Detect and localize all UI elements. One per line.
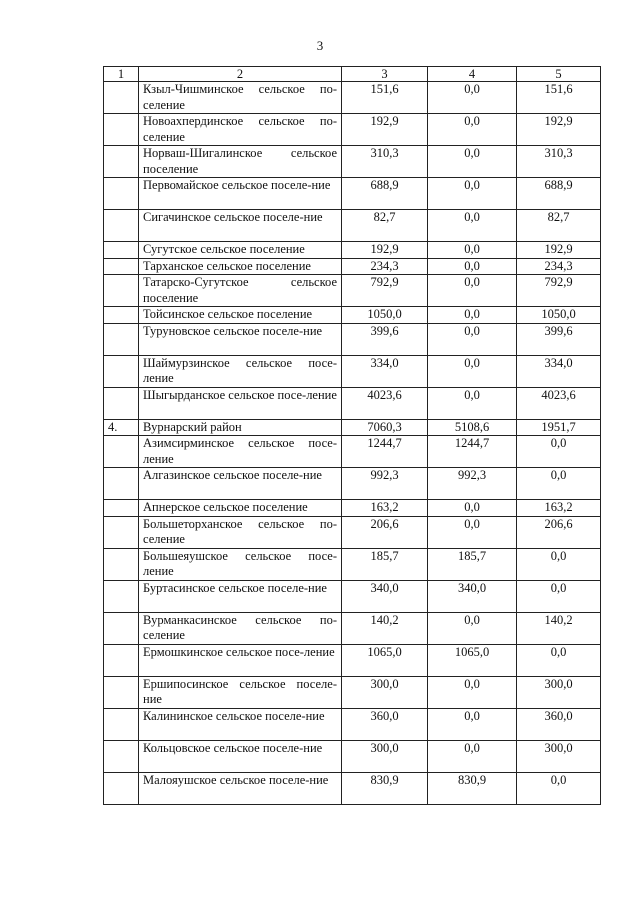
total-value-cell: 206,6 bbox=[342, 516, 428, 548]
column-4-value-cell: 0,0 bbox=[428, 708, 517, 740]
column-5-value-cell: 1050,0 bbox=[517, 307, 601, 324]
table-row bbox=[104, 436, 601, 468]
column-4-value-cell: 0,0 bbox=[428, 82, 517, 114]
table-row bbox=[104, 772, 601, 804]
total-value-cell: 1065,0 bbox=[342, 644, 428, 676]
column-5-value-cell: 4023,6 bbox=[517, 387, 601, 419]
settlement-name-cell: Шаймурзинское сельское посе-ление bbox=[139, 355, 342, 387]
row-number-cell bbox=[104, 436, 139, 468]
total-value-cell: 792,9 bbox=[342, 275, 428, 307]
table-row bbox=[104, 355, 601, 387]
column-5-value-cell: 1951,7 bbox=[517, 419, 601, 436]
row-number-cell bbox=[104, 676, 139, 708]
total-value-cell: 300,0 bbox=[342, 676, 428, 708]
column-5-value-cell: 0,0 bbox=[517, 548, 601, 580]
table-row bbox=[104, 644, 601, 676]
total-value-cell: 185,7 bbox=[342, 548, 428, 580]
header-col-5: 5 bbox=[517, 67, 601, 82]
row-number-cell bbox=[104, 178, 139, 210]
row-number-cell bbox=[104, 114, 139, 146]
settlement-name-cell: Азимсирминское сельское посе-ление bbox=[139, 436, 342, 468]
row-number-cell bbox=[104, 644, 139, 676]
total-value-cell: 4023,6 bbox=[342, 387, 428, 419]
total-value-cell: 360,0 bbox=[342, 708, 428, 740]
total-value-cell: 300,0 bbox=[342, 740, 428, 772]
column-4-value-cell: 1065,0 bbox=[428, 644, 517, 676]
column-5-value-cell: 399,6 bbox=[517, 323, 601, 355]
row-number-cell bbox=[104, 210, 139, 242]
column-4-value-cell: 0,0 bbox=[428, 178, 517, 210]
column-4-value-cell: 1244,7 bbox=[428, 436, 517, 468]
table-row bbox=[104, 146, 601, 178]
column-5-value-cell: 300,0 bbox=[517, 676, 601, 708]
column-4-value-cell: 0,0 bbox=[428, 355, 517, 387]
column-5-value-cell: 82,7 bbox=[517, 210, 601, 242]
row-number-cell bbox=[104, 82, 139, 114]
column-4-value-cell: 5108,6 bbox=[428, 419, 517, 436]
table-row bbox=[104, 387, 601, 419]
header-col-2: 2 bbox=[139, 67, 342, 82]
total-value-cell: 151,6 bbox=[342, 82, 428, 114]
settlement-name-cell: Большеторханское сельское по-селение bbox=[139, 516, 342, 548]
column-5-value-cell: 192,9 bbox=[517, 242, 601, 259]
row-number-cell bbox=[104, 580, 139, 612]
settlement-name-cell: Апнерское сельское поселение bbox=[139, 500, 342, 517]
total-value-cell: 1050,0 bbox=[342, 307, 428, 324]
column-4-value-cell: 0,0 bbox=[428, 210, 517, 242]
column-5-value-cell: 192,9 bbox=[517, 114, 601, 146]
row-number-cell bbox=[104, 323, 139, 355]
settlement-name-cell: Туруновское сельское поселе-ние bbox=[139, 323, 342, 355]
table-row bbox=[104, 516, 601, 548]
column-4-value-cell: 0,0 bbox=[428, 275, 517, 307]
row-number-cell bbox=[104, 387, 139, 419]
row-number-cell bbox=[104, 772, 139, 804]
table-row bbox=[104, 323, 601, 355]
total-value-cell: 992,3 bbox=[342, 468, 428, 500]
total-value-cell: 82,7 bbox=[342, 210, 428, 242]
row-number-cell bbox=[104, 275, 139, 307]
column-4-value-cell: 0,0 bbox=[428, 146, 517, 178]
column-4-value-cell: 0,0 bbox=[428, 676, 517, 708]
table-header-row bbox=[104, 67, 601, 82]
table-row bbox=[104, 676, 601, 708]
header-col-3: 3 bbox=[342, 67, 428, 82]
table-row bbox=[104, 275, 601, 307]
table-row bbox=[104, 82, 601, 114]
settlement-name-cell: Сугутское сельское поселение bbox=[139, 242, 342, 259]
total-value-cell: 310,3 bbox=[342, 146, 428, 178]
total-value-cell: 192,9 bbox=[342, 242, 428, 259]
settlement-name-cell: Кольцовское сельское поселе-ние bbox=[139, 740, 342, 772]
column-5-value-cell: 334,0 bbox=[517, 355, 601, 387]
total-value-cell: 1244,7 bbox=[342, 436, 428, 468]
column-4-value-cell: 0,0 bbox=[428, 242, 517, 259]
row-number-cell bbox=[104, 258, 139, 275]
table-row bbox=[104, 210, 601, 242]
column-4-value-cell: 0,0 bbox=[428, 258, 517, 275]
total-value-cell: 140,2 bbox=[342, 612, 428, 644]
column-5-value-cell: 792,9 bbox=[517, 275, 601, 307]
settlement-name-cell: Шыгырданское сельское посе-ление bbox=[139, 387, 342, 419]
column-5-value-cell: 0,0 bbox=[517, 644, 601, 676]
column-5-value-cell: 0,0 bbox=[517, 772, 601, 804]
column-4-value-cell: 0,0 bbox=[428, 612, 517, 644]
column-4-value-cell: 830,9 bbox=[428, 772, 517, 804]
column-4-value-cell: 0,0 bbox=[428, 114, 517, 146]
column-5-value-cell: 0,0 bbox=[517, 468, 601, 500]
column-5-value-cell: 310,3 bbox=[517, 146, 601, 178]
settlement-name-cell: Вурманкасинское сельское по-селение bbox=[139, 612, 342, 644]
total-value-cell: 340,0 bbox=[342, 580, 428, 612]
settlement-name-cell: Сигачинское сельское поселе-ние bbox=[139, 210, 342, 242]
settlement-name-cell: Вурнарский район bbox=[139, 419, 342, 436]
column-4-value-cell: 340,0 bbox=[428, 580, 517, 612]
row-number-cell: 4. bbox=[104, 419, 139, 436]
row-number-cell bbox=[104, 468, 139, 500]
table-row bbox=[104, 307, 601, 324]
settlement-name-cell: Малояушское сельское поселе-ние bbox=[139, 772, 342, 804]
table-row bbox=[104, 114, 601, 146]
table-row bbox=[104, 242, 601, 259]
table-row bbox=[104, 740, 601, 772]
budget-table bbox=[103, 66, 601, 805]
column-4-value-cell: 0,0 bbox=[428, 387, 517, 419]
settlement-name-cell: Тарханское сельское поселение bbox=[139, 258, 342, 275]
column-5-value-cell: 0,0 bbox=[517, 580, 601, 612]
header-col-4: 4 bbox=[428, 67, 517, 82]
table-row bbox=[104, 500, 601, 517]
total-value-cell: 334,0 bbox=[342, 355, 428, 387]
settlement-name-cell: Большеяушское сельское посе-ление bbox=[139, 548, 342, 580]
row-number-cell bbox=[104, 500, 139, 517]
column-5-value-cell: 234,3 bbox=[517, 258, 601, 275]
total-value-cell: 7060,3 bbox=[342, 419, 428, 436]
settlement-name-cell: Калининское сельское поселе-ние bbox=[139, 708, 342, 740]
total-value-cell: 688,9 bbox=[342, 178, 428, 210]
row-number-cell bbox=[104, 516, 139, 548]
settlement-name-cell: Ермошкинское сельское посе-ление bbox=[139, 644, 342, 676]
settlement-name-cell: Ершипосинское сельское поселе-ние bbox=[139, 676, 342, 708]
row-number-cell bbox=[104, 307, 139, 324]
page-number: 3 bbox=[316, 38, 324, 53]
row-number-cell bbox=[104, 740, 139, 772]
total-value-cell: 830,9 bbox=[342, 772, 428, 804]
row-number-cell bbox=[104, 548, 139, 580]
table-row bbox=[104, 612, 601, 644]
column-4-value-cell: 0,0 bbox=[428, 740, 517, 772]
column-4-value-cell: 0,0 bbox=[428, 307, 517, 324]
column-5-value-cell: 688,9 bbox=[517, 178, 601, 210]
row-number-cell bbox=[104, 355, 139, 387]
table-row bbox=[104, 580, 601, 612]
column-5-value-cell: 163,2 bbox=[517, 500, 601, 517]
table-row bbox=[104, 178, 601, 210]
total-value-cell: 234,3 bbox=[342, 258, 428, 275]
table-row bbox=[104, 468, 601, 500]
settlement-name-cell: Кзыл-Чишминское сельское по-селение bbox=[139, 82, 342, 114]
total-value-cell: 192,9 bbox=[342, 114, 428, 146]
header-col-1: 1 bbox=[104, 67, 139, 82]
column-5-value-cell: 300,0 bbox=[517, 740, 601, 772]
column-4-value-cell: 992,3 bbox=[428, 468, 517, 500]
column-5-value-cell: 151,6 bbox=[517, 82, 601, 114]
column-4-value-cell: 0,0 bbox=[428, 323, 517, 355]
column-4-value-cell: 185,7 bbox=[428, 548, 517, 580]
row-number-cell bbox=[104, 242, 139, 259]
settlement-name-cell: Новоахпердинское сельское по-селение bbox=[139, 114, 342, 146]
settlement-name-cell: Буртасинское сельское поселе-ние bbox=[139, 580, 342, 612]
total-value-cell: 163,2 bbox=[342, 500, 428, 517]
column-5-value-cell: 206,6 bbox=[517, 516, 601, 548]
column-5-value-cell: 140,2 bbox=[517, 612, 601, 644]
row-number-cell bbox=[104, 708, 139, 740]
table-row bbox=[104, 548, 601, 580]
table-row bbox=[104, 708, 601, 740]
column-4-value-cell: 0,0 bbox=[428, 516, 517, 548]
row-number-cell bbox=[104, 612, 139, 644]
column-4-value-cell: 0,0 bbox=[428, 500, 517, 517]
table-row bbox=[104, 419, 601, 436]
total-value-cell: 399,6 bbox=[342, 323, 428, 355]
column-5-value-cell: 360,0 bbox=[517, 708, 601, 740]
settlement-name-cell: Алгазинское сельское поселе-ние bbox=[139, 468, 342, 500]
settlement-name-cell: Первомайское сельское поселе-ние bbox=[139, 178, 342, 210]
row-number-cell bbox=[104, 146, 139, 178]
column-5-value-cell: 0,0 bbox=[517, 436, 601, 468]
settlement-name-cell: Татарско-Сугутское сельское поселение bbox=[139, 275, 342, 307]
table-row bbox=[104, 258, 601, 275]
settlement-name-cell: Тойсинское сельское поселение bbox=[139, 307, 342, 324]
settlement-name-cell: Норваш-Шигалинское сельское поселение bbox=[139, 146, 342, 178]
